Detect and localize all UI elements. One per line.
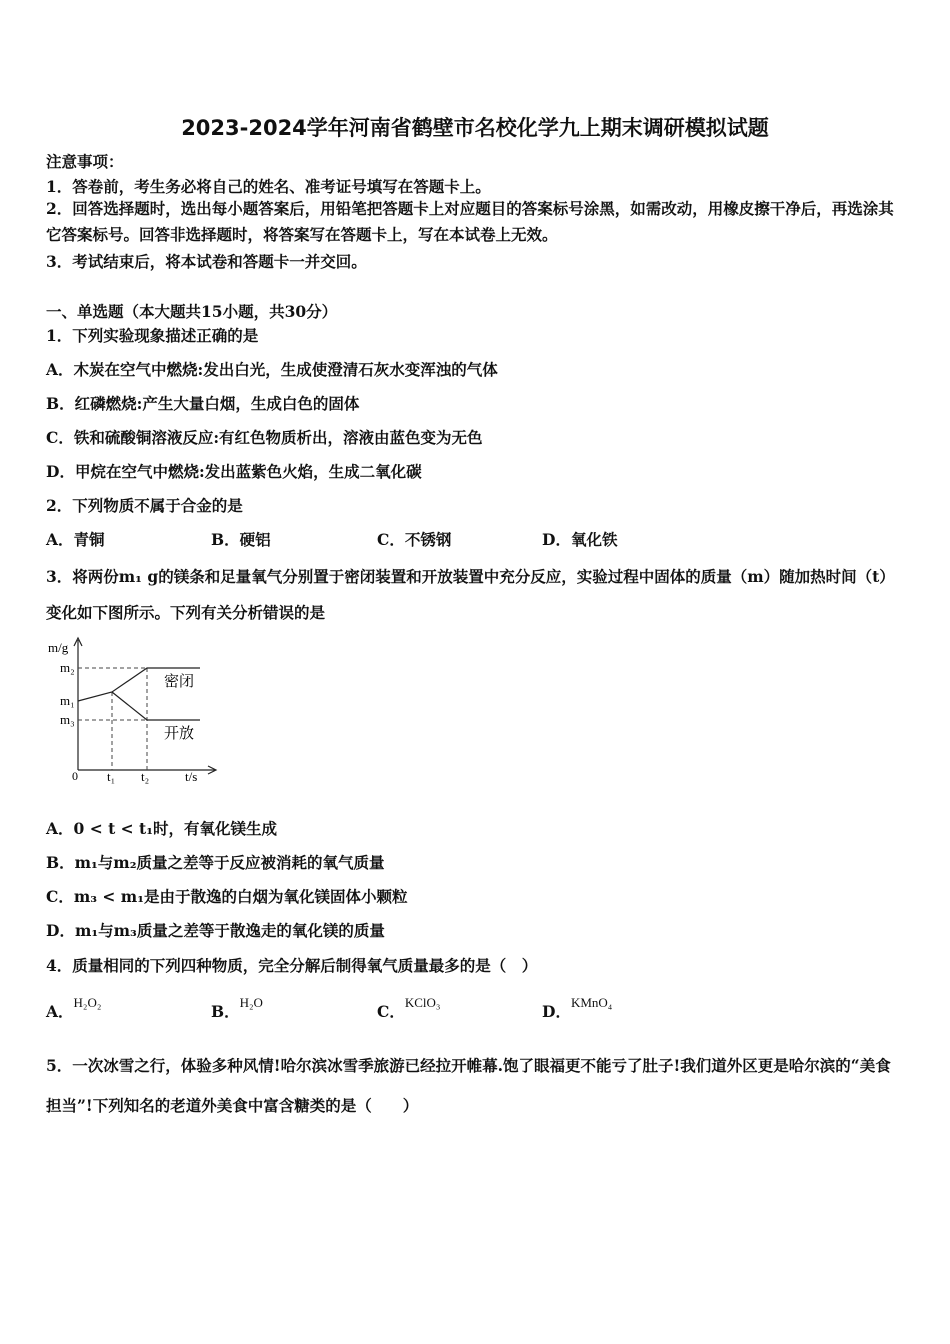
q4-option-d-formula: KMnO₄ [570,995,613,1010]
origin-label: 0 [72,769,78,783]
q4-option-b-letter: B． [211,1002,240,1021]
q4-option-b [211,995,263,1023]
page-title: 2023-2024学年河南省鹤壁市名校化学九上期末调研模拟试题 [181,116,769,140]
q1-stem: 1．下列实验现象描述正确的是 [46,326,259,345]
q2-option-c: C．不锈钢 [377,530,452,549]
q3-option-b: B．m₁与m₂质量之差等于反应被消耗的氧气质量 [46,853,385,872]
q2-stem: 2．下列物质不属于合金的是 [46,496,243,515]
q3-option-d: D．m₁与m₃质量之差等于散逸走的氧化镁的质量 [46,921,385,940]
q1-option-a: A．木炭在空气中燃烧:发出白光，生成使澄清石灰水变浑浊的气体 [46,360,498,379]
y-tick-m3: m₃ [60,712,75,727]
notice-item-1: 1．答卷前，考生务必将自己的姓名、准考证号填写在答题卡上。 [46,177,491,196]
q4-option-a-letter: A． [46,1002,74,1021]
y-axis-label: m/g [48,640,69,655]
q3-option-a: A．0 < t < t₁时，有氧化镁生成 [46,819,277,838]
q4-option-a-formula: H₂O₂ [73,995,102,1010]
q4-option-d [542,995,613,1023]
q1-option-d: D．甲烷在空气中燃烧:发出蓝紫色火焰，生成二氧化碳 [46,462,422,481]
graph-axes [74,638,216,774]
mass-time-graph [40,632,240,792]
y-tick-m1: m₁ [60,693,75,708]
q2-option-a: A．青铜 [46,530,105,549]
y-tick-m2: m₂ [60,660,75,675]
q2-option-d: D．氧化铁 [542,530,618,549]
q3-stem: 3．将两份m₁ g的镁条和足量氧气分别置于密闭装置和开放装置中充分反应，实验过程中固体的质量（m）随加热时间（t）变化如下图所示。下列有关分析错误的是 [46,567,895,622]
curve-closed-label: 密闭 [164,674,195,690]
q1-option-b: B．红磷燃烧:产生大量白烟，生成白色的固体 [46,394,360,413]
q4-stem: 4．质量相同的下列四种物质，完全分解后制得氧气质量最多的是（ ） [46,956,538,975]
q4-option-b-formula: H₂O [239,995,263,1010]
x-tick-t1: t₁ [107,769,116,784]
x-tick-t2: t₂ [141,769,150,784]
q2-option-b: B．硬铝 [211,530,271,549]
q4-option-d-letter: D． [542,1002,571,1021]
graph-guides [78,668,147,770]
notice-item-2: 2．回答选择题时，选出每小题答案后，用铅笔把答题卡上对应题目的答案标号涂黑，如需改动，用橡皮擦干净后，再选涂其它答案标号。回答非选择题时，将答案写在答题卡上，写在本试卷上无效。 [46,199,894,244]
q4-option-c [377,995,441,1023]
notice-heading: 注意事项： [46,152,124,171]
q5-stem: 5．一次冰雪之行，体验多种风情!哈尔滨冰雪季旅游已经拉开帷幕.饱了眼福更不能亏了肚子!我们道外区更是哈尔滨的“美食担当”!下列知名的老道外美食中富含糖类的是（ ） [46,1056,891,1115]
curve-open-label: 开放 [164,726,195,742]
section-heading: 一、单选题（本大题共15小题，共30分） [46,302,338,321]
curve-open [112,692,200,720]
q1-option-c: C．铁和硫酸铜溶液反应:有红色物质析出，溶液由蓝色变为无色 [46,428,483,447]
q4-option-a [46,995,102,1023]
q4-option-c-formula: KClO₃ [404,995,441,1010]
q4-option-c-letter: C． [377,1002,405,1021]
notice-item-3: 3．考试结束后，将本试卷和答题卡一并交回。 [46,252,367,271]
x-axis-label: t/s [185,769,198,784]
q3-option-c: C．m₃ < m₁是由于散逸的白烟为氧化镁固体小颗粒 [46,887,408,906]
